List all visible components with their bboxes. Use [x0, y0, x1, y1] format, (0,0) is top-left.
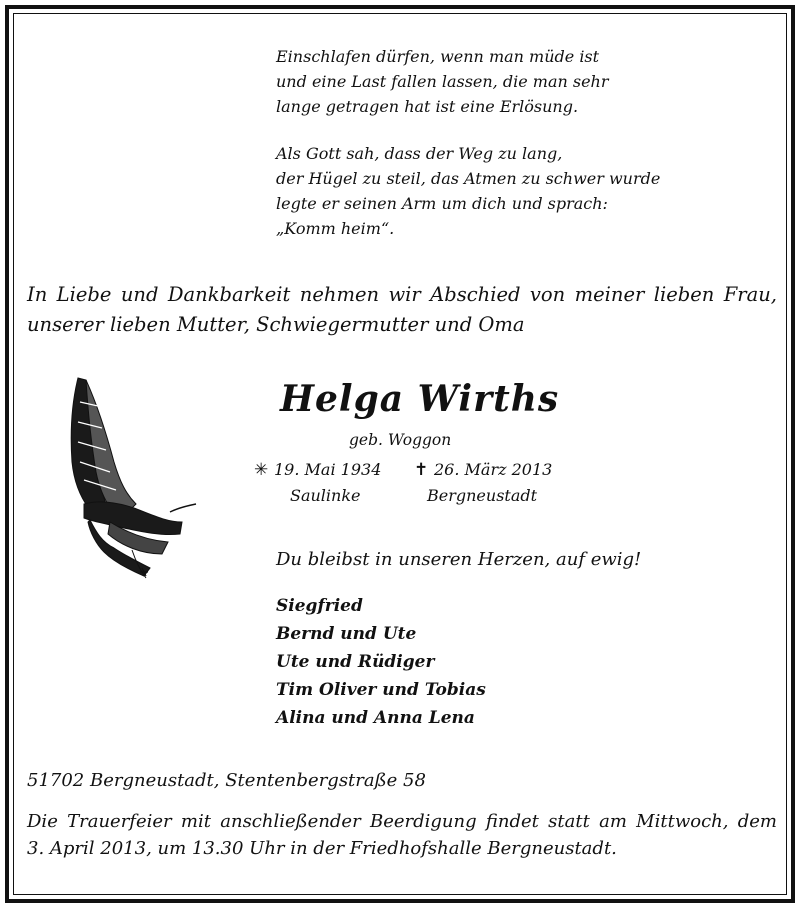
birth-date-row [254, 460, 381, 480]
poem-line: „Komm heim“. [276, 219, 395, 238]
poem-line: und eine Last fallen lassen, die man sehr [276, 72, 609, 91]
signer: Ute und Rüdiger [276, 652, 435, 672]
intro-line: In Liebe und Dankbarkeit nehmen wir Abschied von meiner lieben Frau, [27, 283, 777, 306]
birth-place: Saulinke [290, 486, 361, 505]
birth-date: 19. Mai 1934 [274, 460, 382, 479]
signer: Siegfried [276, 596, 363, 616]
funeral-line: Die Trauerfeier mit anschließender Beerdigung findet statt am Mittwoch, dem [27, 811, 777, 832]
cross-icon: ✝ [414, 460, 429, 480]
family-address: 51702 Bergneustadt, Stentenbergstraße 58 [27, 770, 426, 791]
poem-line: lange getragen hat ist eine Erlösung. [276, 97, 579, 116]
poem-line: Einschlafen dürfen, wenn man müde ist [276, 47, 600, 66]
signer: Tim Oliver und Tobias [276, 680, 486, 700]
poem-line: der Hügel zu steil, das Atmen zu schwer wurde [276, 169, 661, 188]
signer: Alina und Anna Lena [276, 708, 475, 728]
death-place: Bergneustadt [427, 486, 538, 505]
funeral-info [27, 808, 777, 862]
maiden-name: geb. Woggon [349, 431, 452, 449]
poem [276, 44, 726, 241]
birth-star-icon: ✳ [254, 460, 269, 480]
poem-line: legte er seinen Arm um dich und sprach: [276, 194, 608, 213]
poem-line: Als Gott sah, dass der Weg zu lang, [276, 144, 563, 163]
intro-text [27, 280, 777, 340]
signer: Bernd und Ute [276, 624, 417, 644]
death-date-row [414, 460, 552, 480]
death-date: 26. März 2013 [434, 460, 553, 479]
funeral-line: 3. April 2013, um 13.30 Uhr in der Friedhofshalle Bergneustadt. [27, 838, 617, 859]
motto: Du bleibst in unseren Herzen, auf ewig! [276, 549, 642, 570]
signers-list [276, 592, 486, 732]
intro-line: unserer lieben Mutter, Schwiegermutter und Oma [27, 313, 525, 336]
praying-hands-illustration [50, 372, 200, 582]
deceased-name: Helga Wirths [280, 378, 560, 420]
